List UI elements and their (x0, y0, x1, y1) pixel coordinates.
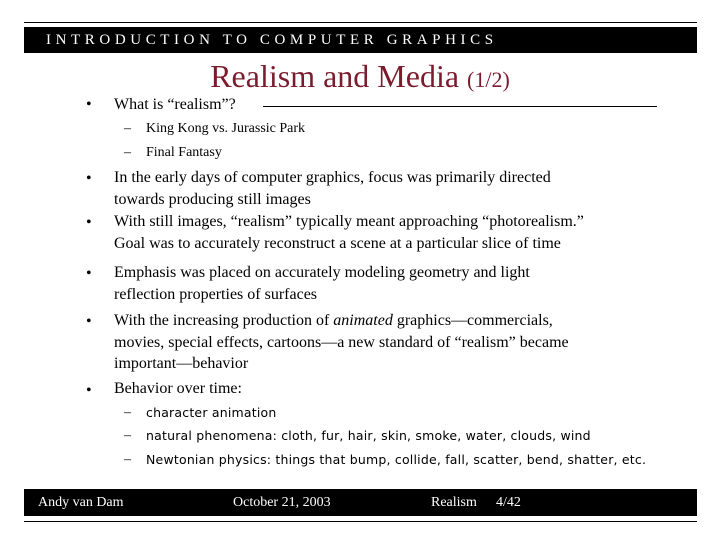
bullet-marker: • (86, 265, 92, 282)
bullet-line: important—behavior (114, 355, 249, 372)
sub-bullet-marker: – (124, 405, 131, 420)
bullet-line: reflection properties of surfaces (114, 285, 318, 303)
bullet-behavior-over-time: Behavior over time: (114, 380, 242, 397)
bullet-emphasis (114, 262, 674, 305)
sub-bullet-natural-phenomena: natural phenomena: cloth, fur, hair, skin, smoke, water, clouds, wind (146, 428, 591, 443)
bullet-marker: • (86, 96, 92, 113)
bullet-marker: • (86, 382, 92, 399)
sub-bullet-marker: – (124, 452, 131, 467)
bullet-line: With still images, “realism” typically meant approaching “photorealism.” (114, 213, 584, 230)
bullet-line: In the early days of computer graphics, focus was primarily directed (114, 169, 551, 186)
slide-title-text: Realism and Media (210, 58, 460, 94)
bullet-early-days (114, 167, 674, 210)
sub-bullet-final-fantasy: Final Fantasy (146, 145, 222, 160)
bullet-line: Goal was to accurately reconstruct a scene at a particular slice of time (114, 234, 561, 252)
sub-bullet-character-animation: character animation (146, 405, 277, 420)
footer-bar (24, 489, 697, 516)
bullet-still-images (114, 211, 674, 254)
bullet-line: Emphasis was placed on accurately modeling geometry and light (114, 264, 530, 281)
sub-bullet-marker: – (124, 428, 131, 443)
text-run: graphics—commercials, (392, 312, 553, 329)
bullet-line: movies, special effects, cartoons—a new standard of “realism” became (114, 333, 569, 351)
bullet-line (114, 310, 674, 332)
emphasis-animated: animated (333, 312, 393, 329)
footer-date: October 21, 2003 (233, 495, 331, 510)
slide-title-part: (1/2) (467, 67, 510, 92)
bullet-animated-graphics (114, 310, 674, 375)
footer-author: Andy van Dam (38, 495, 124, 510)
bullet-marker: • (86, 313, 92, 330)
footer-topic: Realism (431, 495, 477, 510)
sub-bullet-marker: – (124, 121, 131, 136)
footer-bottom-rule (24, 521, 697, 522)
footer-page-number: 4/42 (496, 495, 521, 510)
bullet-line: towards producing still images (114, 190, 311, 208)
sub-bullet-newtonian-physics: Newtonian physics: things that bump, collide, fall, scatter, bend, shatter, etc. (146, 452, 647, 467)
bullet-what-is-realism: What is “realism”? (114, 96, 236, 113)
text-run: With the increasing production of (114, 312, 334, 329)
sub-bullet-king-kong: King Kong vs. Jurassic Park (146, 121, 306, 136)
sub-bullet-marker: – (124, 145, 131, 160)
bullet-marker: • (86, 170, 92, 187)
course-title: INTRODUCTION TO COMPUTER GRAPHICS (46, 32, 498, 48)
bullet-marker: • (86, 214, 92, 231)
